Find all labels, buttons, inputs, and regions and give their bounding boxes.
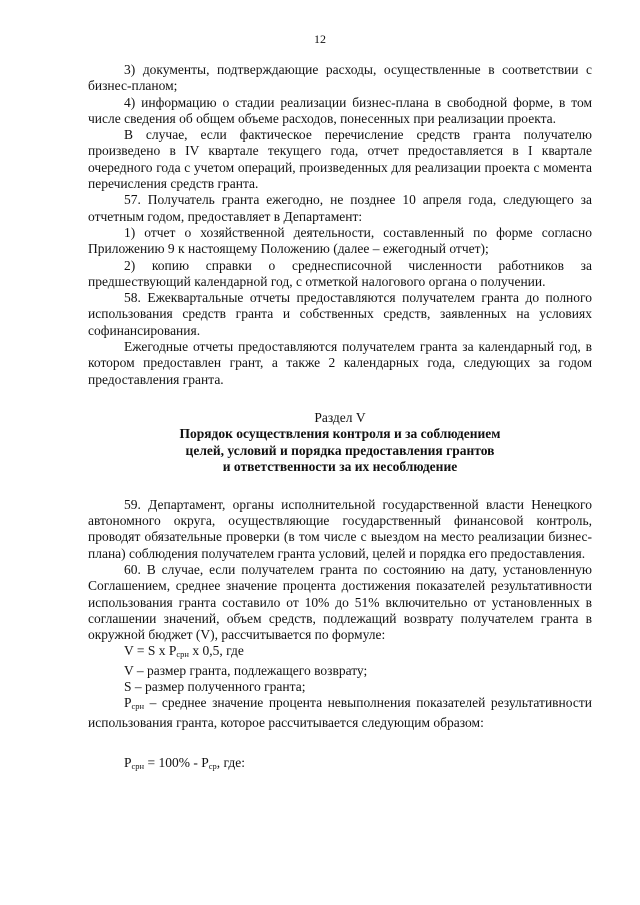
formula-subscript: срн bbox=[176, 649, 189, 660]
paragraph: 2) копию справки о среднесписочной численности работников за предшествующий календарной год, с отметкой налогового органа о получении. bbox=[88, 257, 592, 289]
formula-percent bbox=[88, 755, 592, 774]
paragraph: В случае, если фактическое перечисление средств гранта получателю произведено в IV квартале текущего года, отчет предоставляется в I квартале очередного года с учетом операций, произведенных для реализации проекта с момента перечисления средств гранта. bbox=[88, 127, 592, 192]
formula-refund bbox=[88, 643, 592, 662]
paragraph: 60. В случае, если получателем гранта по состоянию на дату, установленную Соглашением, среднее значение процента достижения показателей результативности использования гранта составило от 10% до 51% включительно от установленных в соглашении значений, объем средств, подлежащий возврату получателем гранта в окружной бюджет (V), рассчитывается по формуле: bbox=[88, 561, 592, 643]
section-heading bbox=[88, 426, 592, 476]
definition-symbol: P bbox=[124, 695, 132, 711]
section-heading-line: Порядок осуществления контроля и за соблюдением bbox=[179, 426, 501, 442]
paragraph: 4) информацию о стадии реализации бизнес-плана в свободной форме, в том числе сведения об общем объеме расходов, понесенных при реализации проекта. bbox=[88, 94, 592, 126]
formula-part: P bbox=[124, 754, 132, 770]
section-number: Раздел V bbox=[314, 409, 366, 425]
formula-part: , где: bbox=[216, 754, 245, 770]
section-heading-line: целей, условий и порядка предоставления грантов bbox=[185, 442, 495, 458]
definition-subscript: срн bbox=[131, 701, 145, 712]
paragraph: 3) документы, подтверждающие расходы, осуществленные в соответствии с бизнес-планом; bbox=[88, 62, 592, 94]
definition-text: – среднее значение процента невыполнения показателей результативности использования гранта, которое рассчитывается следующим образом: bbox=[88, 695, 592, 730]
formula-subscript: срн bbox=[131, 760, 145, 771]
paragraph: 59. Департамент, органы исполнительной государственной власти Ненецкого автономного округа, осуществляющие государственный финансовой контроль, проводят обязательные проверки (в том числе с выездом на место реализации бизнес-плана) соблюдения получателем гранта условий, целей и порядка его предоставления. bbox=[88, 496, 592, 561]
page-number: 12 bbox=[314, 32, 326, 46]
document-body bbox=[88, 62, 592, 774]
paragraph: Ежегодные отчеты предоставляются получателем гранта за календарный год, в котором предоставлен грант, а также 2 календарных года, следующих за годом предоставления гранта. bbox=[88, 339, 592, 387]
definition-s: S – размер полученного гранта; bbox=[124, 679, 306, 694]
paragraph: 1) отчет о хозяйственной деятельности, составленный по форме согласно Приложению 9 к настоящему Положению (далее – ежегодный отчет); bbox=[88, 224, 592, 257]
formula-part: x 0,5, где bbox=[188, 643, 244, 659]
formula-part: V = S x P bbox=[124, 643, 177, 659]
section-heading-line: и ответственности за их несоблюдение bbox=[222, 459, 458, 475]
paragraph: 58. Ежеквартальные отчеты предоставляются получателем гранта до полного использования средств гранта и собственных средств, заявленных на условиях софинансирования. bbox=[88, 290, 592, 338]
definition-v: V – размер гранта, подлежащего возврату; bbox=[124, 662, 368, 678]
definition-p bbox=[88, 695, 592, 731]
formula-subscript: ср bbox=[208, 760, 217, 771]
paragraph: 57. Получатель гранта ежегодно, не позднее 10 апреля года, следующего за отчетным годом, предоставляет в Департамент: bbox=[88, 192, 592, 224]
formula-part: = 100% - P bbox=[144, 754, 209, 770]
